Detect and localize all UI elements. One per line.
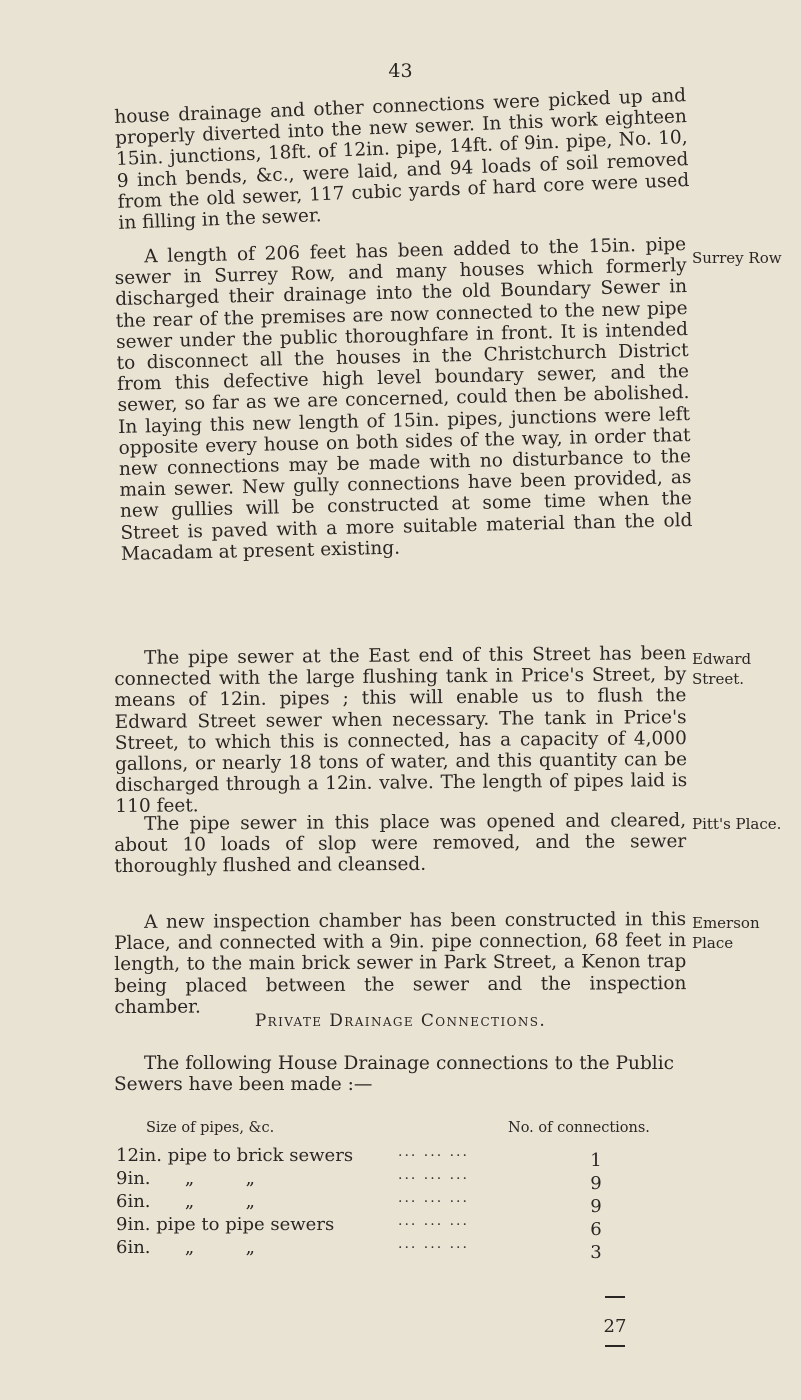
margin-note-emerson-place [692,913,801,953]
section-heading: Private Drainage Connections. [254,1011,547,1031]
row-count: 9 [590,1173,602,1194]
row-label: 6in. „ „ [116,1191,255,1212]
row-label: 12in. pipe to brick sewers [116,1145,354,1166]
row-leader-dots: ... ... ... [398,1213,469,1229]
margin-note-emerson-line1: Emerson [692,914,760,932]
paragraph-intro: The following House Drainage connections to the Public Sewers have been made :— [114,1053,674,1096]
margin-note-pitts-place: Pitt's Place. [692,815,782,833]
paragraph-edward-street: The pipe sewer at the East end of this Street has been connected with the large flushing tank in Price's Street, by means of 12in. pipes ; this will enable us to flush the Edward Street sewer when necessary. The tank in Price's Street, to which this is connected, has a capacity of 4,000 gallons, or nearly 18 tons of water, and this quantity can be discharged through a 12in. valve. The length of pipes laid is 110 feet. [114,643,688,818]
total-count: 27 [603,1316,627,1337]
row-leader-dots: ... ... ... [398,1167,469,1183]
margin-note-edward-line2: Street. [692,670,745,688]
table-row [116,1167,616,1194]
table-header-count: No. of connections. [508,1120,650,1136]
page-number: 43 [388,60,413,82]
row-leader-dots: ... ... ... [398,1144,469,1160]
paragraph-emerson-place: A new inspection chamber has been constructed in this Place, and connected with a 9in. pipe connection, 68 feet in length, to the main brick sewer in Park Street, a Kenon trap being placed between the sewer and the inspection chamber. [114,909,687,1018]
row-count: 9 [590,1196,602,1217]
paragraph-surrey-row: A length of 206 feet has been added to the 15in. pipe sewer in Surrey Row, and many houses which formerly discharged their drainage into the old Boundary Sewer in the rear of the premises are now connected to the new pipe sewer under the public thoroughfare in front. It is intended to disconnect all the houses in the Christchurch District from this defective high level boundary sewer, and the sewer, so far as we are concerned, could then be abolished. In laying this new length of 15in. pipes, junctions were left opposite every house on both sides of the way, in order that new connections may be made with no disturbance to the main sewer. New gully connections have been provided, as new gullies will be constructed at some time when the Street is paved with a more suitable material than the old Macadam at present existing. [114,234,693,565]
row-leader-dots: ... ... ... [398,1236,469,1252]
row-label: 6in. „ „ [116,1237,255,1258]
margin-note-edward-line1: Edward [692,650,752,668]
row-label: 9in. pipe to pipe sewers [116,1214,335,1235]
total-rule-top [605,1296,625,1298]
table-row [116,1213,616,1240]
total-rule-bottom [605,1345,625,1347]
table-row [116,1144,616,1171]
row-count: 6 [590,1219,602,1240]
table-row [116,1236,616,1263]
paragraph-pitts-place: The pipe sewer in this place was opened and cleared, about 10 loads of slop were removed, and the sewer thoroughly flushed and cleansed. [114,810,687,878]
paragraph-house-drainage: house drainage and other connections were picked up and properly diverted into the new sewer. In this work eighteen 15in. junctions, 18ft. of 12in. pipe, 14ft. of 9in. pipe, No. 10, 9 inch bends, &c., were laid, and 94 loads of soil removed from the old sewer, 117 cubic yards of hard core were used in filling in the sewer. [114,85,690,234]
row-leader-dots: ... ... ... [398,1190,469,1206]
row-label: 9in. „ „ [116,1168,255,1189]
margin-note-edward-street [692,649,801,689]
table-header-size: Size of pipes, &c. [146,1120,275,1136]
margin-note-emerson-line2: Place [692,934,734,952]
margin-note-surrey-row: Surrey Row [692,249,782,267]
row-count: 3 [590,1242,602,1263]
table-row [116,1190,616,1217]
row-count: 1 [590,1150,602,1171]
